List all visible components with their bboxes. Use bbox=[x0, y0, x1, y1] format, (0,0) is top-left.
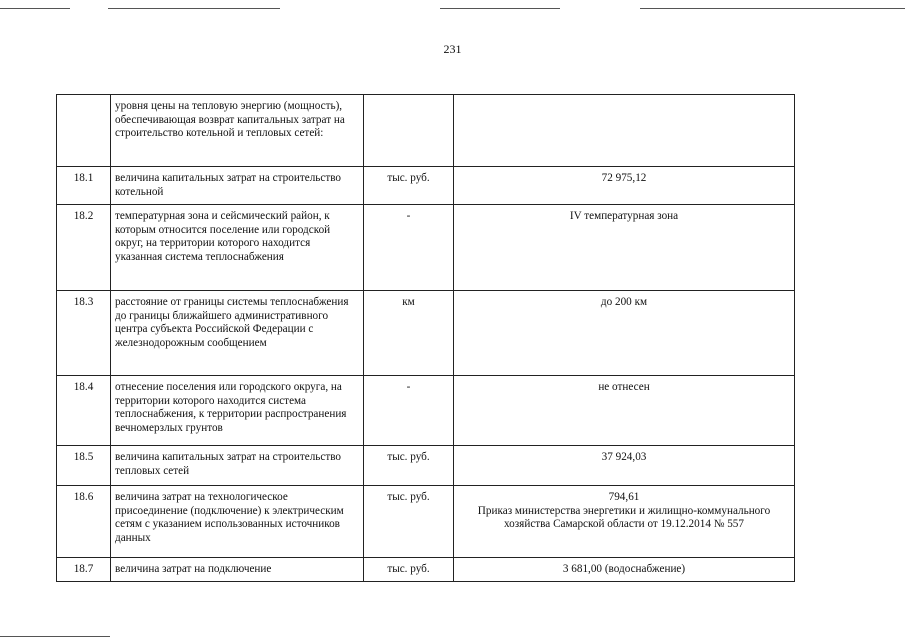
table-row bbox=[57, 95, 795, 167]
row-description: величина затрат на подключение bbox=[111, 558, 364, 582]
row-unit: - bbox=[364, 376, 454, 446]
table-row bbox=[57, 167, 795, 205]
row-description: расстояние от границы системы теплоснабжения до границы ближайшего административного центра субъекта Российской Федерации с железнодорожным сообщением bbox=[111, 291, 364, 376]
row-unit: км bbox=[364, 291, 454, 376]
row-unit bbox=[364, 95, 454, 167]
row-unit: тыс. руб. bbox=[364, 167, 454, 205]
row-number: 18.4 bbox=[57, 376, 111, 446]
table-row bbox=[57, 205, 795, 291]
row-number: 18.1 bbox=[57, 167, 111, 205]
row-number: 18.7 bbox=[57, 558, 111, 582]
row-unit: тыс. руб. bbox=[364, 486, 454, 558]
table-row bbox=[57, 376, 795, 446]
row-description: величина затрат на технологическое присоединение (подключение) к электрическим сетям с указанием использованных источников данных bbox=[111, 486, 364, 558]
row-value: IV температурная зона bbox=[454, 205, 795, 291]
top-border-line bbox=[108, 8, 280, 9]
top-border-line bbox=[440, 8, 560, 9]
row-value: не отнесен bbox=[454, 376, 795, 446]
row-value bbox=[454, 95, 795, 167]
parameters-table bbox=[56, 94, 795, 582]
row-description: отнесение поселения или городского округа, на территории которого находится система теплоснабжения, к территории распространения вечномерзлых грунтов bbox=[111, 376, 364, 446]
row-number: 18.6 bbox=[57, 486, 111, 558]
row-description: величина капитальных затрат на строительство котельной bbox=[111, 167, 364, 205]
row-description: температурная зона и сейсмический район, к которым относится поселение или городской округ, на территории которого находится указанная система теплоснабжения bbox=[111, 205, 364, 291]
table-row bbox=[57, 291, 795, 376]
row-value: до 200 км bbox=[454, 291, 795, 376]
row-description: уровня цены на тепловую энергию (мощность), обеспечивающая возврат капитальных затрат на строительство котельной и тепловых сетей: bbox=[111, 95, 364, 167]
table-row bbox=[57, 486, 795, 558]
row-number: 18.3 bbox=[57, 291, 111, 376]
row-number bbox=[57, 95, 111, 167]
row-value: 794,61 Приказ министерства энергетики и жилищно-коммунального хозяйства Самарской области от 19.12.2014 № 557 bbox=[454, 486, 795, 558]
table-row bbox=[57, 558, 795, 582]
row-unit: - bbox=[364, 205, 454, 291]
row-value: 37 924,03 bbox=[454, 446, 795, 486]
row-description: величина капитальных затрат на строительство тепловых сетей bbox=[111, 446, 364, 486]
row-number: 18.2 bbox=[57, 205, 111, 291]
top-border-line bbox=[0, 8, 70, 9]
row-number: 18.5 bbox=[57, 446, 111, 486]
row-value: 3 681,00 (водоснабжение) bbox=[454, 558, 795, 582]
table-row bbox=[57, 446, 795, 486]
page-number: 231 bbox=[443, 42, 462, 56]
row-unit: тыс. руб. bbox=[364, 558, 454, 582]
row-value: 72 975,12 bbox=[454, 167, 795, 205]
row-unit: тыс. руб. bbox=[364, 446, 454, 486]
top-border-line bbox=[640, 8, 905, 9]
bottom-border-line bbox=[0, 636, 110, 637]
